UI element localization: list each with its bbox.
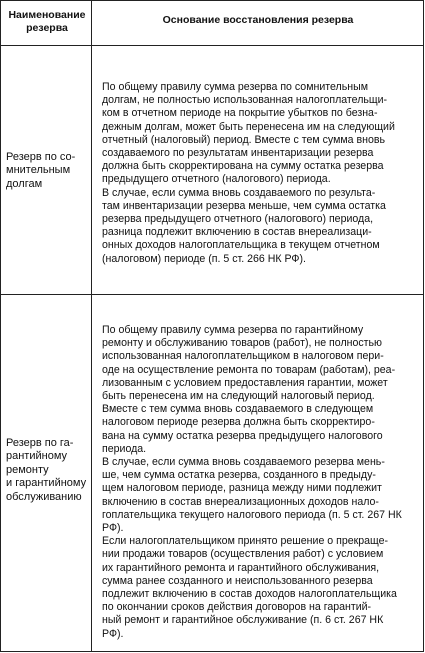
basis-paragraph: По общему правилу сумма резерва по сомнительным долгам, не полностью использованная налогоплательщи- ком в отчетном периоде на покрытие убытков по безна- дежным долгам, может быть перенесена им на следующий отчетный (налоговый) период. Вместе с тем сумма вновь создаваемого по результатам инвентаризации резерва должна быть скорректирована на сумму остатка резерва предыдущего отчетного (налогового) периода. <box>102 81 395 186</box>
restoration-basis <box>102 324 420 641</box>
reserve-name: Резерв по со- мнительным долгам <box>6 151 76 190</box>
table-row <box>1 295 423 651</box>
table-row <box>1 45 423 295</box>
restoration-basis <box>102 81 420 266</box>
reserve-name: Резерв по га- рантийному ремонту и гарантийному обслуживанию <box>6 437 87 503</box>
header-reserve-name: Наименование резерва <box>8 9 86 34</box>
table-header <box>1 1 423 46</box>
basis-paragraph: В случае, если сумма вновь создаваемого резерва мень- ше, чем сумма остатка резерва, созданного в предыду- щем налоговом периоде, разница между ними подлежит включению в состав внереализационных доходов нало- гоплательщика текущего налогового периода (п. 5 ст. 267 НК РФ). <box>102 456 402 535</box>
basis-paragraph: По общему правилу сумма резерва по гарантийному ремонту и обслуживанию товаров (работ), не полностью использованная налогоплательщиком в налоговом пери- оде на осуществление ремонта по товарам (работам), реа- лизованным с условием предоставления гарантии, может быть перенесена им на следующий налоговый период. Вместе с тем сумма вновь создаваемого в следующем налоговом периоде резерва должна быть скорректиро- вана на сумму остатка резерва предыдущего налогового периода. <box>102 324 396 455</box>
header-restoration-basis: Основание восстановления резерва <box>162 14 354 26</box>
basis-paragraph: В случае, если сумма вновь создаваемого по результа- там инвентаризации резерва меньше, чем сумма остатка резерва предыдущего отчетного (налогового) периода, разница подлежит включению в состав внереализаци- онных доходов налогоплательщика в текущем отчетном (налоговом) периоде (п. 5 ст. 266 НК РФ). <box>102 186 386 265</box>
basis-paragraph: Если налогоплательщиком принято решение о прекраще- нии продажи товаров (осуществления работ) с условием их гарантийного ремонта и гарантийного обслуживания, сумма ранее созданного и неиспользованного резерва подлежит включению в состав доходов налогоплательщика по окончании сроков действия договоров на гарантий- ный ремонт и гарантийное обслуживание (п. 6 ст. 267 НК РФ). <box>102 535 397 640</box>
